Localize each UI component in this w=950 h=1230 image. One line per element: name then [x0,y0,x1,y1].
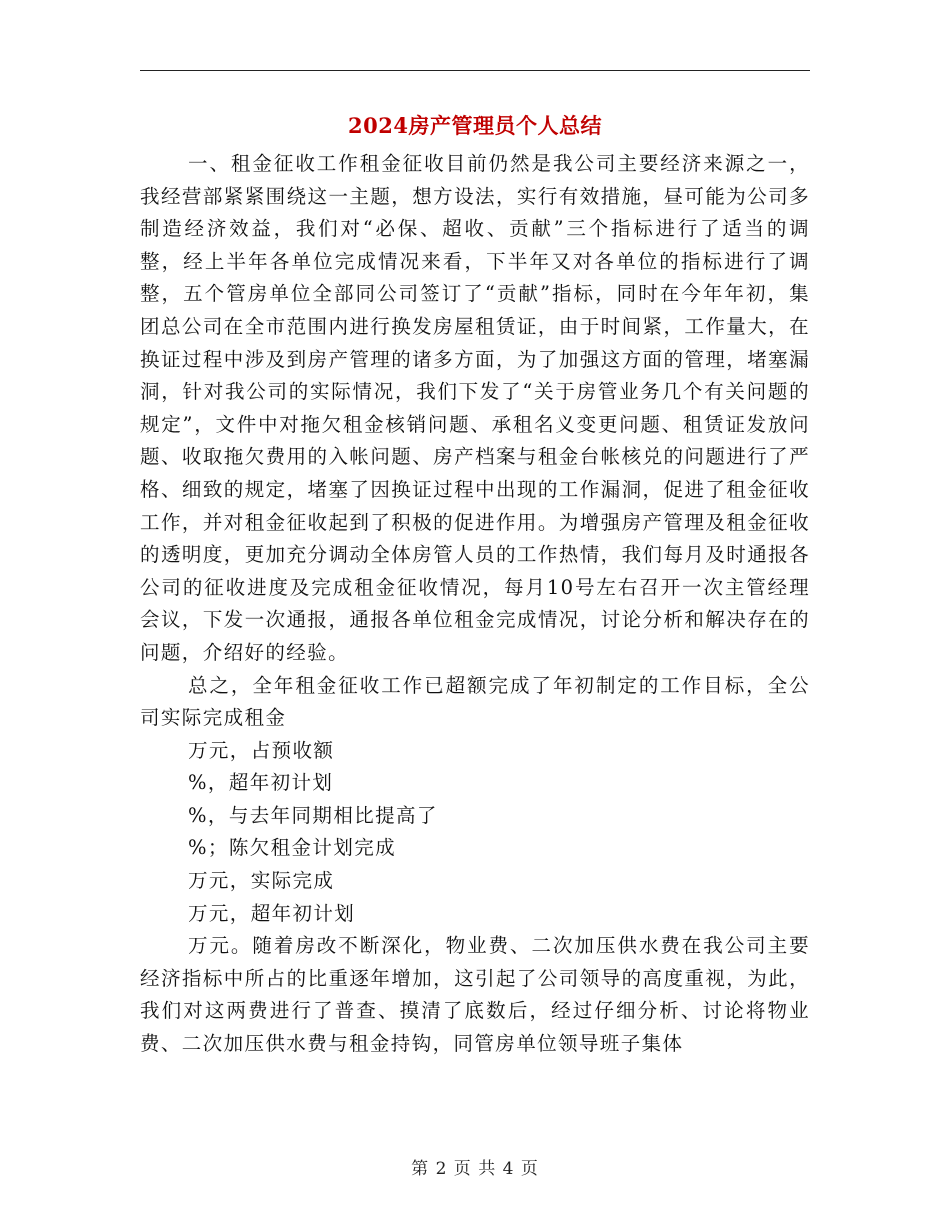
paragraph-rent-collection: 一、租金征收工作租金征收目前仍然是我公司主要经济来源之一，我经营部紧紧围绕这一主题，想方设法，实行有效措施，昼可能为公司多制造经济效益，我们对“必保、超收、贡献”三个指标进行了适当的调整，经上半年各单位完成情况来看，下半年又对各单位的指标进行了调整，五个管房单位全部同公司签订了“贡献”指标，同时在今年年初，集团总公司在全市范围内进行换发房屋租赁证，由于时间紧，工作量大，在换证过程中涉及到房产管理的诸多方面，为了加强这方面的管理，堵塞漏洞，针对我公司的实际情况，我们下发了“关于房管业务几个有关问题的规定”，文件中对拖欠租金核销问题、承租名义变更问题、租赁证发放问题、收取拖欠费用的入帐问题、房产档案与租金台帐核兑的问题进行了严格、细致的规定，堵塞了因换证过程中出现的工作漏洞，促进了租金征收工作，并对租金征收起到了积极的促进作用。为增强房产管理及租金征收的透明度，更加充分调动全体房管人员的工作热情，我们每月及时通报各公司的征收进度及完成租金征收情况，每月10号左右召开一次主管经理会议，下发一次通报，通报各单位租金完成情况，讨论分析和解决存在的问题，介绍好的经验。 [140,152,810,664]
header-rule [140,70,810,71]
short-line-6: 万元，超年初计划 [188,901,356,925]
document-body [140,148,810,1061]
paragraph-property-fees: 万元。随着房改不断深化，物业费、二次加压供水费在我公司主要经济指标中所占的比重逐年增加，这引起了公司领导的高度重视，为此，我们对这两费进行了普查、摸清了底数后，经过仔细分析、讨论将物业费、二次加压供水费与租金持钩，同管房单位领导班子集体 [140,934,810,1056]
short-line-5: 万元，实际完成 [188,869,335,893]
short-line-3: %，与去年同期相比提高了 [188,803,438,827]
paragraph-summary: 总之，全年租金征收工作已超额完成了年初制定的工作目标，全公司实际完成租金 [140,673,810,730]
short-line-1: 万元，占预收额 [188,738,335,762]
page-number-footer: 第 2 页 共 4 页 [411,1159,539,1179]
short-line-4: %；陈欠租金计划完成 [188,836,397,860]
document-title: 2024房产管理员个人总结 [348,113,602,138]
short-line-2: %，超年初计划 [188,771,334,795]
